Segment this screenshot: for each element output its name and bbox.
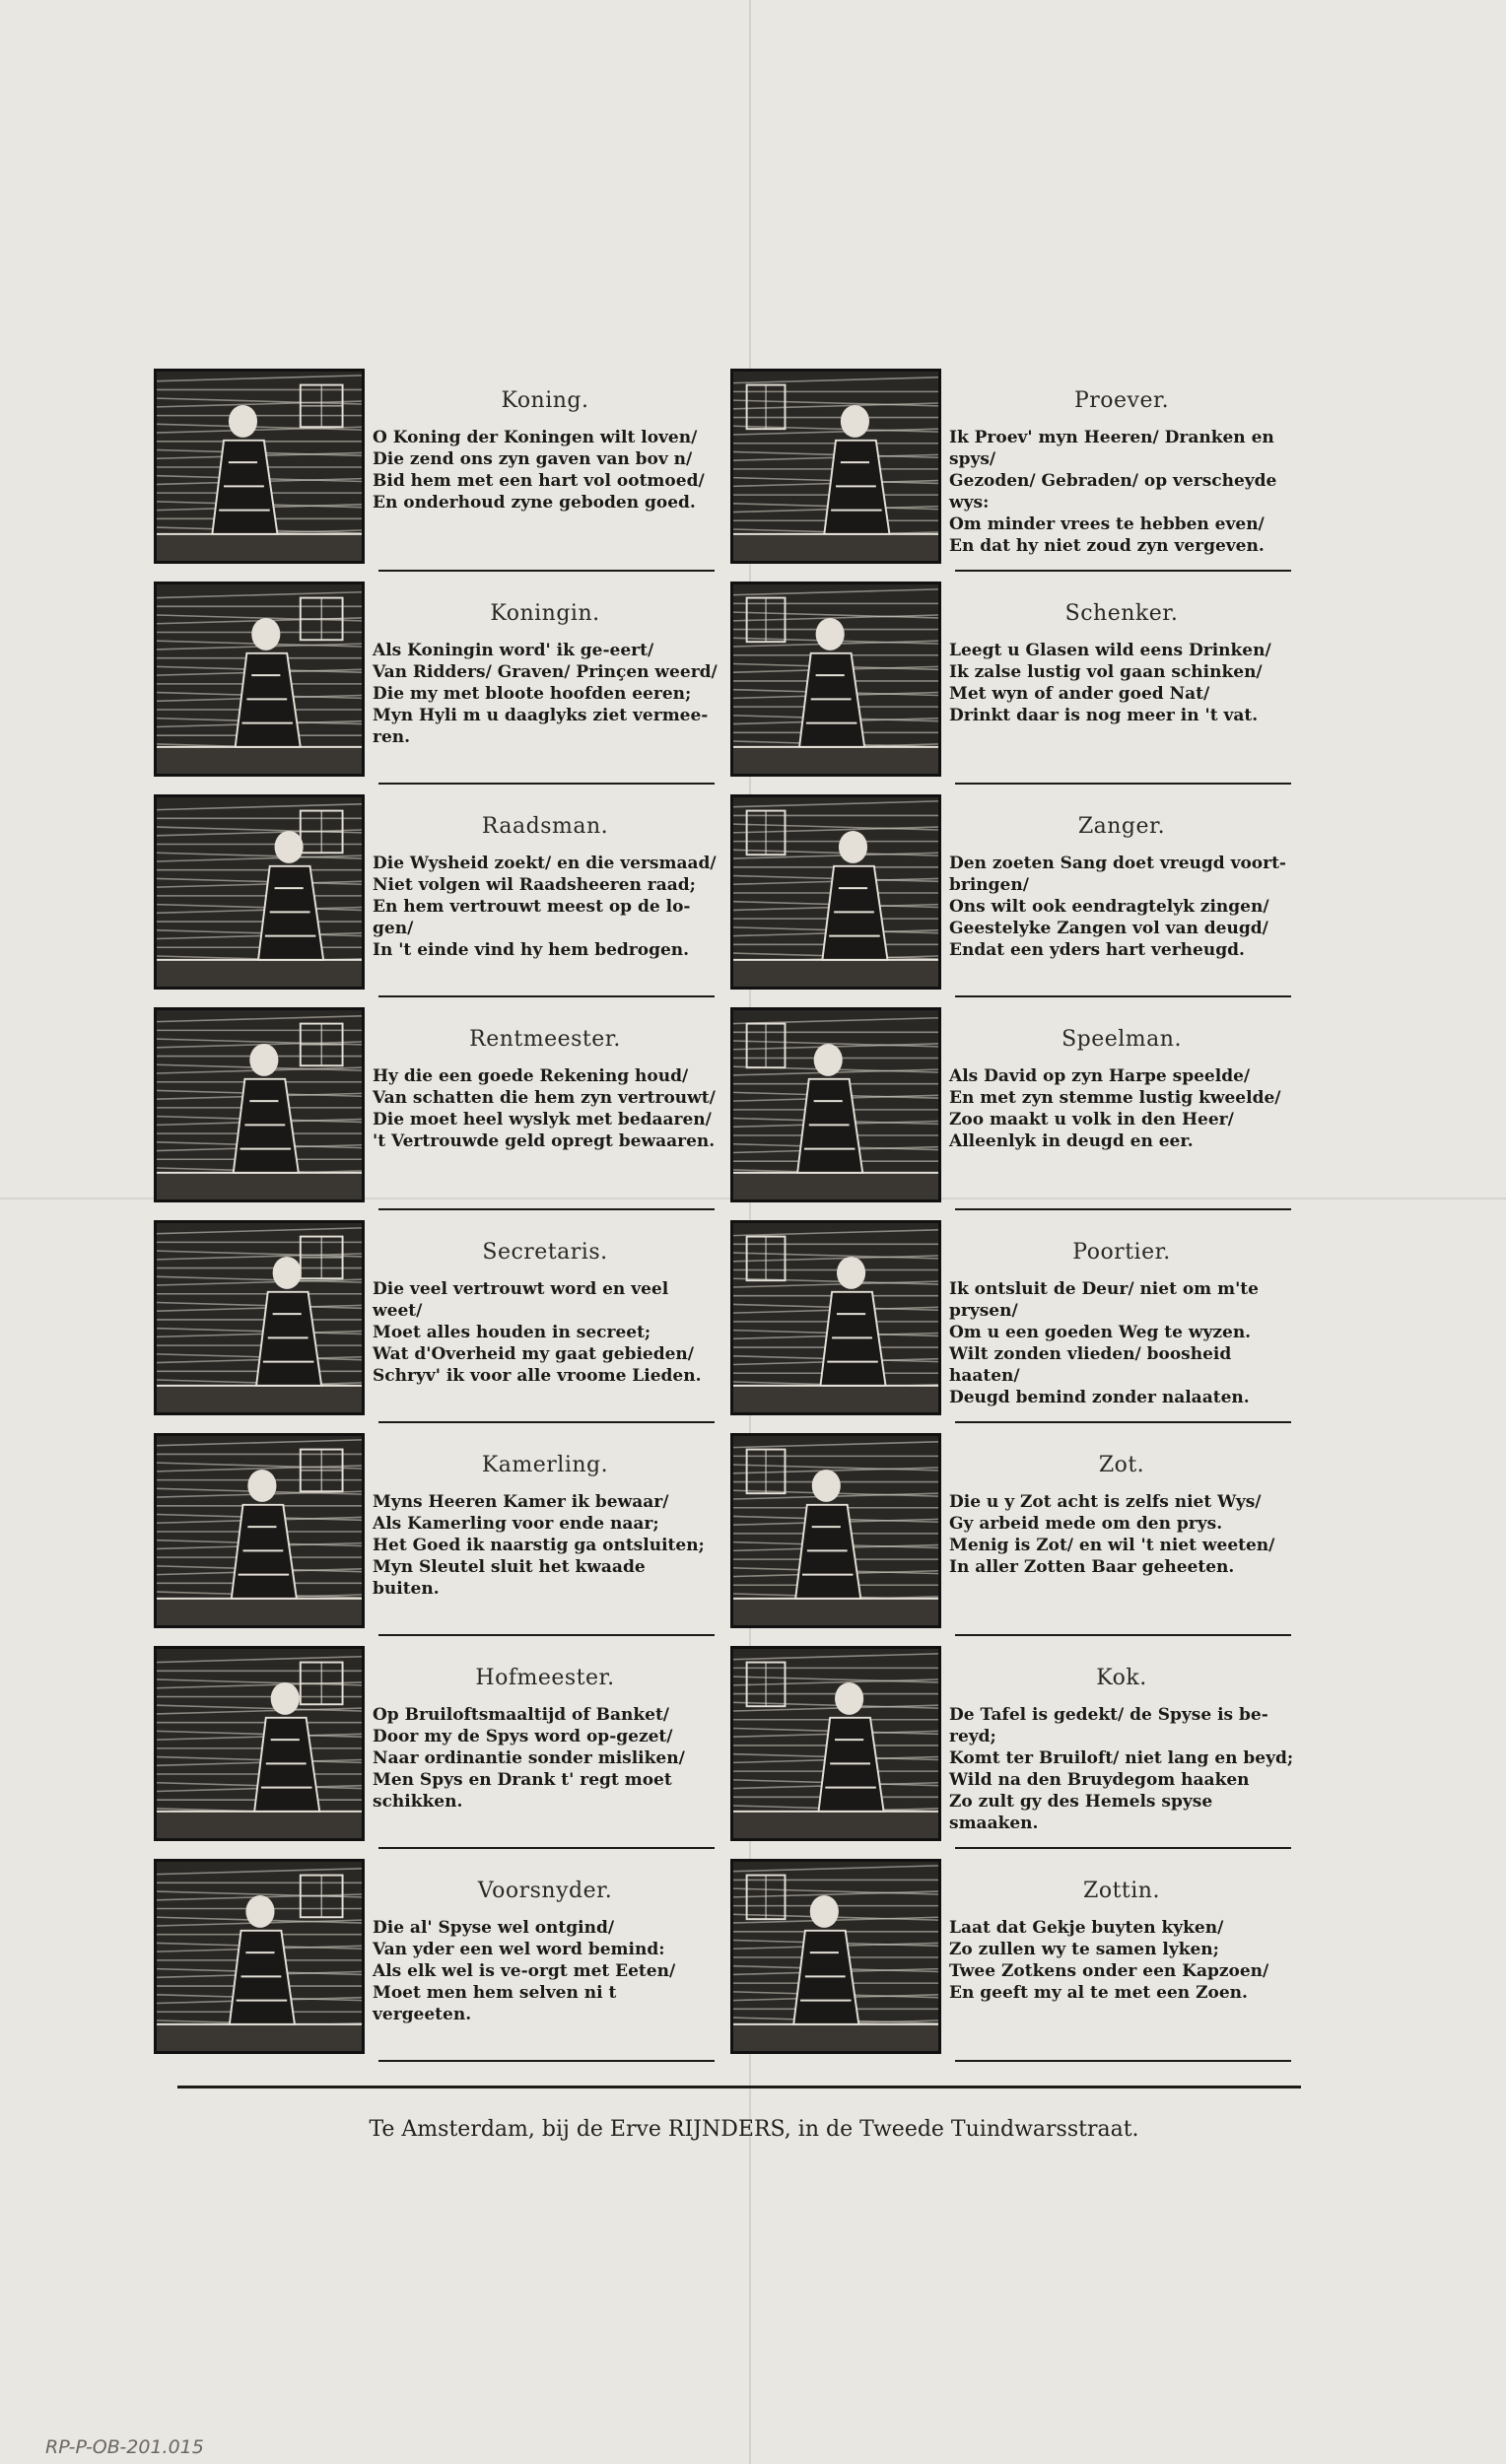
card-divider — [955, 570, 1291, 572]
card-title: Rentmeester. — [469, 1027, 621, 1052]
card-text — [373, 371, 718, 513]
card-divider — [955, 1847, 1291, 1849]
card-verse: O Koning der Koningen wilt loven/ Die zend ons zyn gaven van bov n/ Bid hem met een hart vol ootmoed/ En onderhoud zyne geboden goed. — [373, 428, 705, 513]
card-text — [949, 1222, 1294, 1408]
card-divider — [378, 1208, 715, 1210]
card-text — [373, 1009, 718, 1152]
card-secretaris — [150, 1214, 726, 1427]
card-text — [373, 1648, 718, 1813]
footer-rule — [177, 2086, 1301, 2088]
card-verse: Als David op zyn Harpe speelde/ En met zyn stemme lustig kweelde/ Zoo maakt u volk in den Heer/ Alleenlyk in deugd en eer. — [949, 1066, 1281, 1151]
woodcut-schenker-illustration — [730, 582, 941, 777]
card-divider — [378, 570, 715, 572]
woodcut-zottin-illustration — [730, 1859, 941, 2054]
card-title: Proever. — [1073, 388, 1170, 413]
card-zottin — [726, 1853, 1303, 2066]
card-kamerling — [150, 1427, 726, 1640]
card-hofmeester — [150, 1640, 726, 1853]
woodcut-hofmeester-illustration — [154, 1646, 365, 1841]
woodcut-koningin-illustration — [154, 582, 365, 777]
card-title: Kamerling. — [481, 1453, 609, 1477]
woodcut-kamerling-illustration — [154, 1433, 365, 1628]
card-title: Voorsnyder. — [477, 1879, 613, 1903]
card-verse: Hy die een goede Rekening houd/ Van schatten die hem zyn vertrouwt/ Die moet heel wyslyk met bedaaren/ 't Vertrouwde geld opregt bewaaren. — [373, 1066, 716, 1151]
woodcut-proever-illustration — [730, 369, 941, 564]
card-zanger — [726, 788, 1303, 1001]
card-verse: Leegt u Glasen wild eens Drinken/ Ik zalse lustig vol gaan schinken/ Met wyn of ander goed Nat/ Drinkt daar is nog meer in 't vat. — [949, 641, 1271, 725]
card-verse: Ik ontsluit de Deur/ niet om m'te prysen/ Om u een goeden Weg te wyzen. Wilt zonden vlieden/ boosheid haaten/ Deugd bemind zonder nalaaten. — [949, 1279, 1259, 1407]
card-title: Koningin. — [490, 601, 600, 626]
card-title: Zottin. — [1083, 1879, 1160, 1903]
card-verse: Als Koningin word' ik ge-eert/ Van Ridders/ Graven/ Prinçen weerd/ Die my met bloote hoofden eeren; Myn Hyli m u daaglyks ziet vermee- ren. — [373, 641, 718, 747]
card-title: Speelman. — [1061, 1027, 1182, 1052]
card-raadsman — [150, 788, 726, 1001]
woodcut-zanger-illustration — [730, 794, 941, 990]
card-verse: Die u y Zot acht is zelfs niet Wys/ Gy arbeid mede om den prys. Menig is Zot/ en wil 't niet weeten/ In aller Zotten Baar geheeten. — [949, 1492, 1275, 1577]
card-text — [373, 1861, 718, 2025]
card-grid — [150, 363, 1303, 2066]
card-divider — [955, 995, 1291, 997]
card-title: Secretaris. — [482, 1240, 608, 1265]
card-title: Poortier. — [1072, 1240, 1171, 1265]
woodcut-zot-illustration — [730, 1433, 941, 1628]
card-divider — [955, 783, 1291, 785]
card-kok — [726, 1640, 1303, 1853]
card-text — [949, 1648, 1294, 1834]
card-text — [949, 1861, 1294, 2004]
woodcut-voorsnyder-illustration — [154, 1859, 365, 2054]
card-rentmeester — [150, 1001, 726, 1214]
card-text — [373, 1222, 718, 1387]
card-title: Koning. — [501, 388, 589, 413]
woodcut-koning-illustration — [154, 369, 365, 564]
card-verse: Op Bruiloftsmaaltijd of Banket/ Door my de Spys word op-gezet/ Naar ordinantie sonder misliken/ Men Spys en Drank t' regt moet schikken. — [373, 1705, 685, 1812]
card-text — [373, 796, 718, 961]
card-proever — [726, 363, 1303, 576]
card-divider — [378, 1634, 715, 1636]
card-koning — [150, 363, 726, 576]
inventory-number: RP-P-OB-201.015 — [45, 2436, 204, 2458]
card-divider — [378, 995, 715, 997]
card-verse: Ik Proev' myn Heeren/ Dranken en spys/ Gezoden/ Gebraden/ op verscheyde wys: Om minder vrees te hebben even/ En dat hy niet zoud zyn vergeven. — [949, 428, 1277, 556]
card-divider — [378, 2060, 715, 2062]
card-divider — [955, 2060, 1291, 2062]
card-voorsnyder — [150, 1853, 726, 2066]
card-title: Zanger. — [1077, 814, 1166, 839]
card-speelman — [726, 1001, 1303, 1214]
woodcut-rentmeester-illustration — [154, 1007, 365, 1202]
card-divider — [955, 1208, 1291, 1210]
card-title: Kok. — [1096, 1666, 1147, 1690]
card-text — [949, 1435, 1294, 1578]
card-text — [373, 583, 718, 748]
card-divider — [378, 1847, 715, 1849]
woodcut-raadsman-illustration — [154, 794, 365, 990]
card-text — [373, 1435, 718, 1600]
card-title: Zot. — [1098, 1453, 1145, 1477]
card-title: Schenker. — [1064, 601, 1179, 626]
card-poortier — [726, 1214, 1303, 1427]
card-divider — [378, 1421, 715, 1423]
woodcut-secretaris-illustration — [154, 1220, 365, 1415]
card-verse: De Tafel is gedekt/ de Spyse is be- reyd; Komt ter Bruiloft/ niet lang en beyd; Wild na den Bruydegom haaken Zo zult gy des Hemels spyse smaaken. — [949, 1705, 1294, 1833]
woodcut-speelman-illustration — [730, 1007, 941, 1202]
card-title: Raadsman. — [481, 814, 609, 839]
woodcut-poortier-illustration — [730, 1220, 941, 1415]
card-divider — [955, 1421, 1291, 1423]
card-zot — [726, 1427, 1303, 1640]
card-text — [949, 1009, 1294, 1152]
card-verse: Laat dat Gekje buyten kyken/ Zo zullen wy te samen lyken; Twee Zotkens onder een Kapzoen/ En geeft my al te met een Zoen. — [949, 1918, 1269, 2003]
card-text — [949, 796, 1294, 961]
card-koningin — [150, 576, 726, 788]
card-verse: Myns Heeren Kamer ik bewaar/ Als Kamerling voor ende naar; Het Goed ik naarstig ga ontsluiten; Myn Sleutel sluit het kwaade buiten. — [373, 1492, 705, 1599]
card-text — [949, 583, 1294, 726]
card-divider — [378, 783, 715, 785]
woodcut-kok-illustration — [730, 1646, 941, 1841]
printer-imprint: Te Amsterdam, bij de Erve RIJNDERS, in de Tweede Tuindwarsstraat. — [369, 2117, 1139, 2142]
card-divider — [955, 1634, 1291, 1636]
card-verse: Die al' Spyse wel ontgind/ Van yder een wel word bemind: Als elk wel is ve-orgt met Eeten/ Moet men hem selven ni t vergeeten. — [373, 1918, 676, 2024]
card-schenker — [726, 576, 1303, 788]
card-title: Hofmeester. — [475, 1666, 615, 1690]
card-verse: Den zoeten Sang doet vreugd voort- bringen/ Ons wilt ook eendragtelyk zingen/ Geestelyke Zangen vol van deugd/ Endat een yders hart verheugd. — [949, 854, 1286, 960]
card-verse: Die veel vertrouwt word en veel weet/ Moet alles houden in secreet; Wat d'Overheid my gaat gebieden/ Schryv' ik voor alle vroome Lieden. — [373, 1279, 702, 1386]
card-verse: Die Wysheid zoekt/ en die versmaad/ Niet volgen wil Raadsheeren raad; En hem vertrouwt meest op de lo- gen/ In 't einde vind hy hem bedrogen. — [373, 854, 717, 960]
card-text — [949, 371, 1294, 557]
